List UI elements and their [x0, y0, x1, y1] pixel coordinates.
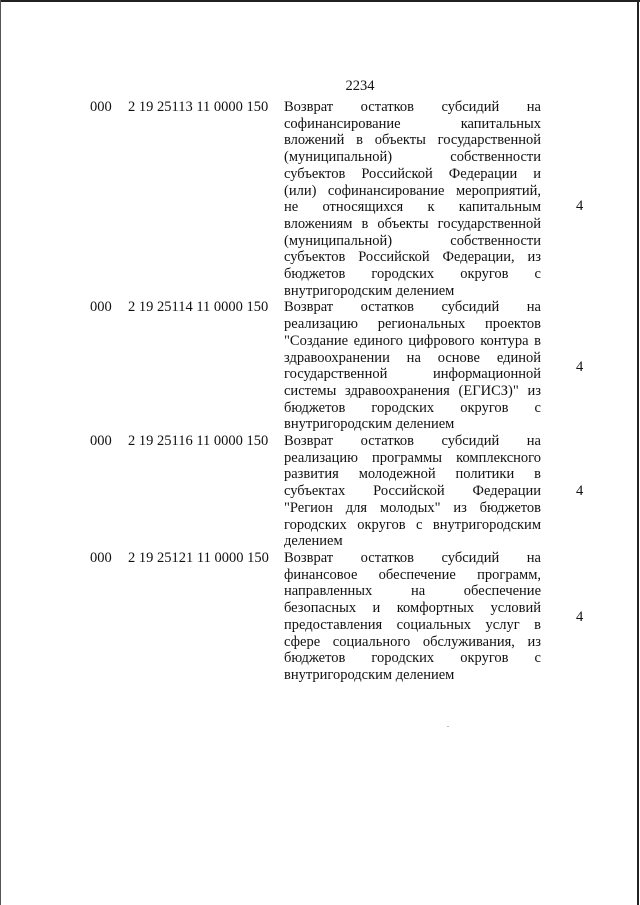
budget-code-table: [90, 99, 610, 684]
description-line: направленных на обеспечение: [284, 583, 541, 600]
description-line: (муниципальной) собственности: [284, 149, 541, 166]
description-line: реализацию региональных проектов: [284, 316, 541, 333]
description-line: Возврат остатков субсидий на: [284, 433, 541, 450]
row-value: 4: [576, 198, 584, 214]
admin-code: 000: [90, 549, 112, 566]
description-line: Возврат остатков субсидий на: [284, 549, 541, 566]
description-line: внутригородским делением: [284, 282, 455, 299]
admin-code: 000: [90, 99, 112, 115]
row-value: 4: [576, 483, 584, 500]
description-line: городских округов с внутригородским: [284, 516, 541, 533]
description-line: не относящихся к капитальным: [284, 199, 541, 216]
description-line: предоставления социальных услуг в: [284, 616, 541, 633]
table-row: [90, 550, 610, 684]
table-row: [90, 433, 610, 550]
budget-classification-code: 2 19 25116 11 0000 150: [128, 433, 269, 450]
description-line: делением: [284, 533, 343, 550]
admin-code: 000: [90, 299, 112, 316]
description-line: "Создание единого цифрового контура в: [284, 332, 541, 349]
description-line: здравоохранении на основе единой: [284, 349, 541, 366]
description-line: субъектов Российской Федерации, из: [284, 249, 541, 266]
description-line: внутригородским делением: [284, 416, 455, 433]
budget-classification-code: 2 19 25121 11 0000 150: [128, 549, 269, 566]
row-value: 4: [576, 608, 584, 625]
scan-border-top: [0, 0, 640, 2]
description-line: субъектах Российской Федерации: [284, 483, 541, 500]
description-line: бюджетов городских округов с: [284, 650, 541, 667]
description-line: финансовое обеспечение программ,: [284, 566, 541, 583]
description-line: безопасных и комфортных условий: [284, 600, 541, 617]
table-row: [90, 99, 610, 299]
description-line: Возврат остатков субсидий на: [284, 99, 541, 115]
description-line: вложений в объекты государственной: [284, 132, 541, 149]
description-line: бюджетов городских округов с: [284, 399, 541, 416]
row-value: 4: [576, 359, 584, 376]
admin-code: 000: [90, 433, 112, 450]
description-line: вложениям в объекты государственной: [284, 215, 541, 232]
description-line: (муниципальной) собственности: [284, 232, 541, 249]
description-line: бюджетов городских округов с: [284, 266, 541, 283]
income-description: [284, 550, 541, 684]
description-line: развития молодежной политики в: [284, 466, 541, 483]
page-number: 2234: [345, 78, 375, 94]
scan-speck: [447, 726, 449, 727]
table-row: [90, 299, 610, 433]
description-line: (или) софинансирование мероприятий,: [284, 182, 541, 199]
description-line: государственной информационной: [284, 366, 541, 383]
description-line: сфере социального обслуживания, из: [284, 633, 541, 650]
budget-classification-code: 2 19 25113 11 0000 150: [128, 99, 269, 115]
description-line: реализацию программы комплексного: [284, 449, 541, 466]
description-line: софинансирование капитальных: [284, 115, 541, 132]
scan-border-right: [637, 0, 639, 905]
income-description: [284, 99, 541, 299]
description-line: системы здравоохранения (ЕГИСЗ)" из: [284, 382, 541, 399]
income-description: [284, 299, 541, 433]
scan-border-left: [0, 0, 1, 905]
income-description: [284, 433, 541, 550]
description-line: Возврат остатков субсидий на: [284, 299, 541, 316]
description-line: "Регион для молодых" из бюджетов: [284, 499, 541, 516]
description-line: внутригородским делением: [284, 666, 455, 683]
budget-classification-code: 2 19 25114 11 0000 150: [128, 299, 269, 316]
description-line: субъектов Российской Федерации и: [284, 165, 541, 182]
